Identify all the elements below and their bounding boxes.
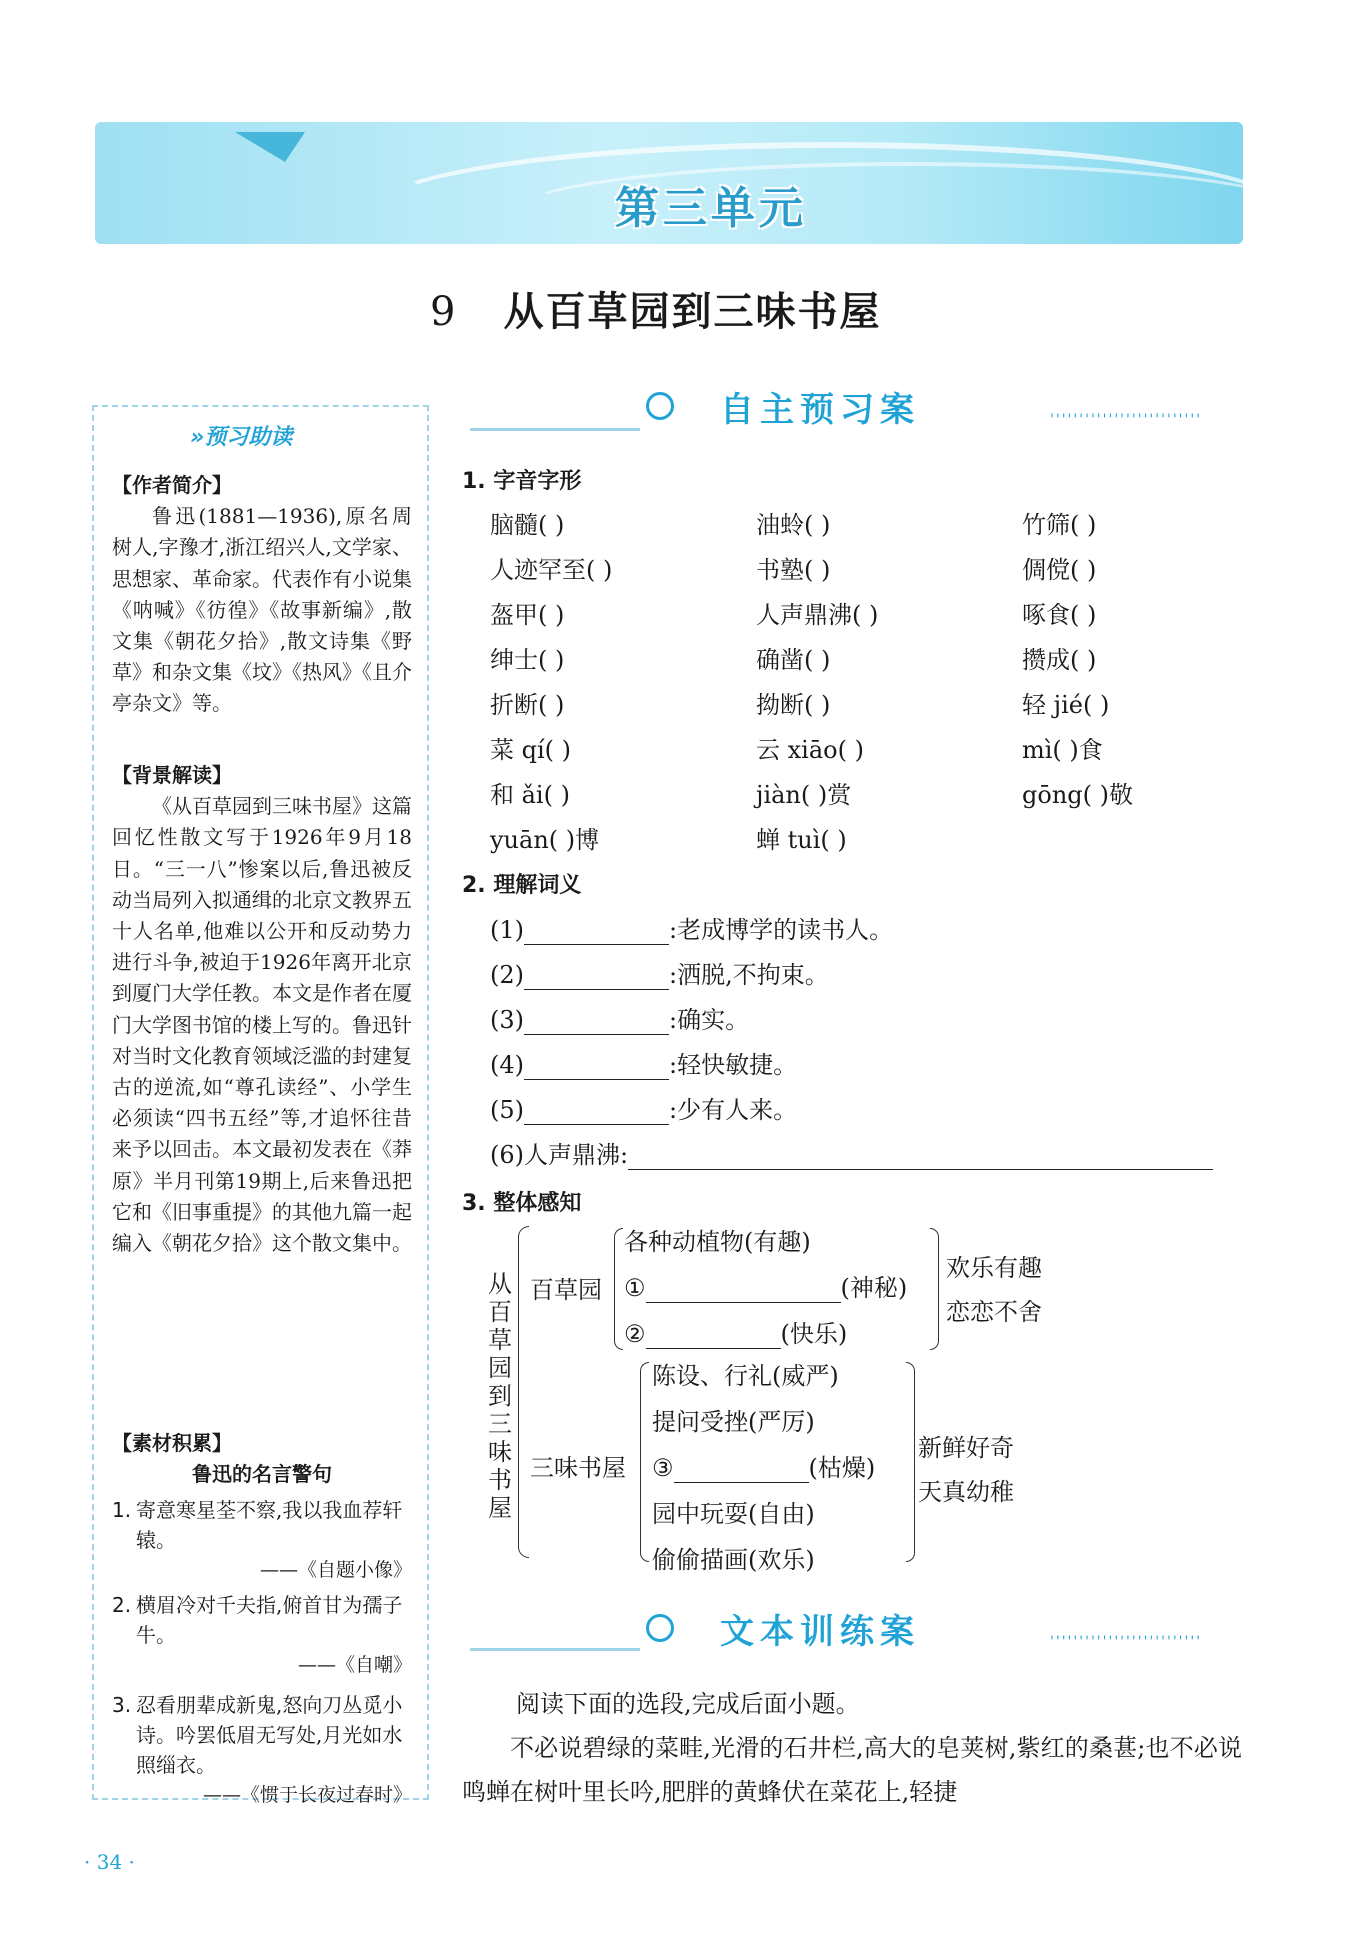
definition-item: (4) :轻快敏捷。 (490, 1051, 798, 1079)
definitions-list (490, 910, 1213, 1180)
branch-baicaoyuan: 百草园 (530, 1276, 602, 1304)
decor-triangle (235, 132, 305, 162)
pinyin-item[interactable]: 轻 jié( ) (1022, 691, 1110, 719)
pinyin-item[interactable]: 竹筛( ) (1022, 511, 1097, 539)
q2-heading: 2. 理解词义 (462, 873, 582, 898)
double-chevron-icon: » (190, 425, 205, 450)
branch2-line: 提问受挫(严厉) (652, 1408, 815, 1436)
definition-item-6: (6)人声鼎沸: (490, 1135, 1213, 1180)
pinyin-item[interactable]: 盔甲( ) (490, 601, 565, 629)
pinyin-item[interactable] (1022, 820, 1250, 865)
pinyin-item[interactable]: 啄食( ) (1022, 601, 1097, 629)
pinyin-row (490, 685, 1250, 730)
pinyin-row (490, 505, 1250, 550)
pinyin-item[interactable]: yuān( )博 (490, 826, 600, 854)
background-text: 《从百草园到三味书屋》这篇回忆性散文写于1926年9月18日。“三一八”惨案以后,鲁迅被反动当局列入拟通缉的北京文教界五十人名单,他难以公开和反动势力进行斗争,被迫于1926年离开北京到厦门大学任教。本文是作者在厦门大学图书馆的楼上写的。鲁迅针对当时文化教育领域泛滥的封建复古的逆流,如“尊孔读经”、小学生必须读“四书五经”等,才追怀往昔来予以回击。本文最初发表在《莽原》半月刊第19期上,后来鲁迅把它和《旧事重提》的其他九篇一起编入《朝花夕拾》这个散文集中。 (112, 794, 412, 1256)
section-rule (470, 1648, 640, 1651)
pinyin-item[interactable]: 人迹罕至( ) (490, 556, 613, 584)
reading-passage: 不必说碧绿的菜畦,光滑的石井栏,高大的皂荚树,紫红的桑葚;也不必说鸣蝉在树叶里长吟,肥胖的黄蜂伏在菜花上,轻捷 (462, 1734, 1242, 1806)
brace (906, 1362, 915, 1562)
background-intro (112, 760, 412, 1259)
pinyin-row (490, 730, 1250, 775)
pinyin-item[interactable]: gōng( )敬 (1022, 781, 1133, 809)
lesson-number: 9 (430, 289, 458, 335)
answer-blank[interactable] (524, 1057, 669, 1080)
pinyin-row (490, 595, 1250, 640)
q3-heading: 3. 整体感知 (462, 1191, 582, 1216)
material-section (112, 1428, 412, 1490)
unit-banner (95, 122, 1243, 244)
quote-1: 1. 寄意寒星荃不察,我以我血荐轩辕。 ——《自题小像》 (112, 1495, 412, 1585)
pinyin-item[interactable]: 折断( ) (490, 691, 565, 719)
feeling: 恋恋不舍 (946, 1298, 1042, 1326)
lesson-title (430, 280, 881, 337)
quote-source: ——《自题小像》 (259, 1559, 412, 1581)
feeling: 天真幼稚 (918, 1478, 1014, 1506)
pinyin-item[interactable]: 脑髓( ) (490, 511, 565, 539)
target-icon (646, 1614, 674, 1642)
pinyin-item[interactable]: 倜傥( ) (1022, 556, 1097, 584)
feeling: 欢乐有趣 (946, 1254, 1042, 1282)
pinyin-item[interactable]: 绅士( ) (490, 646, 565, 674)
unit-title: 第三单元 (615, 183, 807, 234)
branch2-line: 偷偷描画(欢乐) (652, 1546, 815, 1574)
pinyin-item[interactable]: 书塾( ) (756, 556, 831, 584)
section-dots: '''''''''''''''''''''''''' (1050, 1634, 1203, 1650)
pinyin-grid (490, 505, 1250, 865)
quote-text: 横眉冷对千夫指,俯首甘为孺子牛。 (136, 1593, 403, 1647)
pinyin-item[interactable]: 确凿( ) (756, 646, 831, 674)
answer-blank[interactable] (674, 1460, 809, 1483)
branch2-line: 陈设、行礼(威严) (652, 1362, 839, 1390)
section-dots: '''''''''''''''''''''''''' (1050, 412, 1203, 428)
pinyin-item[interactable]: 人声鼎沸( ) (756, 601, 879, 629)
definition-item: (2) :洒脱,不拘束。 (490, 961, 829, 989)
quote-source: ——《惯于长夜过春时》 (202, 1784, 412, 1806)
definition-item: (3) :确实。 (490, 1006, 750, 1034)
section-title-preview: 自主预习案 (720, 390, 920, 430)
left-brace (518, 1226, 529, 1558)
pinyin-row (490, 820, 1250, 865)
quotes-title: 鲁迅的名言警句 (192, 1462, 332, 1487)
pinyin-item[interactable]: 攒成( ) (1022, 646, 1097, 674)
quote-text: 忍看朋辈成新鬼,怒向刀丛觅小诗。吟罢低眉无写处,月光如水照缁衣。 (136, 1693, 403, 1777)
author-label: 【作者简介】 (112, 473, 232, 497)
section-title-training: 文本训练案 (720, 1612, 920, 1652)
pinyin-row (490, 775, 1250, 820)
pinyin-row (490, 550, 1250, 595)
answer-blank[interactable] (524, 1102, 669, 1125)
author-text: 鲁迅(1881—1936),原名周树人,字豫才,浙江绍兴人,文学家、思想家、革命家。代表作有小说集《呐喊》《彷徨》《故事新编》,散文集《朝花夕拾》,散文诗集《野草》和杂文集《坟》《热风》《且介亭杂文》等。 (112, 504, 412, 716)
target-icon (646, 392, 674, 420)
definition-item: (1) :老成博学的读书人。 (490, 916, 894, 944)
quote-source: ——《自嘲》 (297, 1654, 412, 1676)
tree-root: 从百草园到三味书屋 (488, 1270, 512, 1522)
quote-3: 3. 忍看朋辈成新鬼,怒向刀丛觅小诗。吟罢低眉无写处,月光如水照缁衣。 ——《惯于长夜过春时》 (112, 1690, 412, 1810)
brace (930, 1228, 939, 1350)
lesson-name: 从百草园到三味书屋 (503, 288, 882, 335)
pinyin-item[interactable]: mì( )食 (1022, 736, 1103, 764)
section-rule (470, 428, 640, 431)
pinyin-item[interactable]: 拗断( ) (756, 691, 831, 719)
pinyin-item[interactable]: 云 xiāo( ) (756, 736, 864, 764)
definition-item: (5) :少有人来。 (490, 1096, 798, 1124)
reading-instruction: 阅读下面的选段,完成后面小题。 (516, 1690, 860, 1718)
feeling: 新鲜好奇 (918, 1434, 1014, 1462)
q1-heading: 1. 字音字形 (462, 469, 582, 494)
pinyin-item[interactable]: 油蛉( ) (756, 511, 831, 539)
answer-blank[interactable] (524, 922, 669, 945)
branch1-line: 各种动植物(有趣) (624, 1228, 811, 1256)
pinyin-item[interactable]: 菜 qí( ) (490, 736, 572, 764)
page-number: · 34 · (84, 1850, 135, 1874)
pinyin-item[interactable]: 蝉 tuì( ) (756, 826, 847, 854)
brace (640, 1362, 649, 1562)
answer-blank[interactable] (646, 1280, 841, 1303)
branch-sanweishuwu: 三味书屋 (530, 1454, 626, 1482)
pinyin-item[interactable]: 和 ǎi( ) (490, 781, 570, 809)
branch1-line: ② (快乐) (624, 1320, 848, 1348)
background-label: 【背景解读】 (112, 763, 232, 787)
answer-blank[interactable] (524, 1012, 669, 1035)
branch2-line: 园中玩耍(自由) (652, 1500, 815, 1528)
pinyin-row (490, 640, 1250, 685)
pinyin-item[interactable]: jiàn( )赏 (756, 781, 852, 809)
answer-blank[interactable] (524, 967, 669, 990)
answer-blank[interactable] (628, 1147, 1213, 1170)
branch1-line: ① (神秘) (624, 1274, 908, 1302)
branch2-line: ③ (枯燥) (652, 1454, 876, 1482)
material-label: 【素材积累】 (112, 1431, 232, 1455)
quote-text: 寄意寒星荃不察,我以我血荐轩辕。 (136, 1498, 403, 1552)
sidebar-heading: »预习助读 (190, 425, 293, 450)
quote-2: 2. 横眉冷对千夫指,俯首甘为孺子牛。 ——《自嘲》 (112, 1590, 412, 1680)
answer-blank[interactable] (646, 1326, 781, 1349)
author-intro (112, 470, 412, 720)
brace (614, 1228, 623, 1350)
